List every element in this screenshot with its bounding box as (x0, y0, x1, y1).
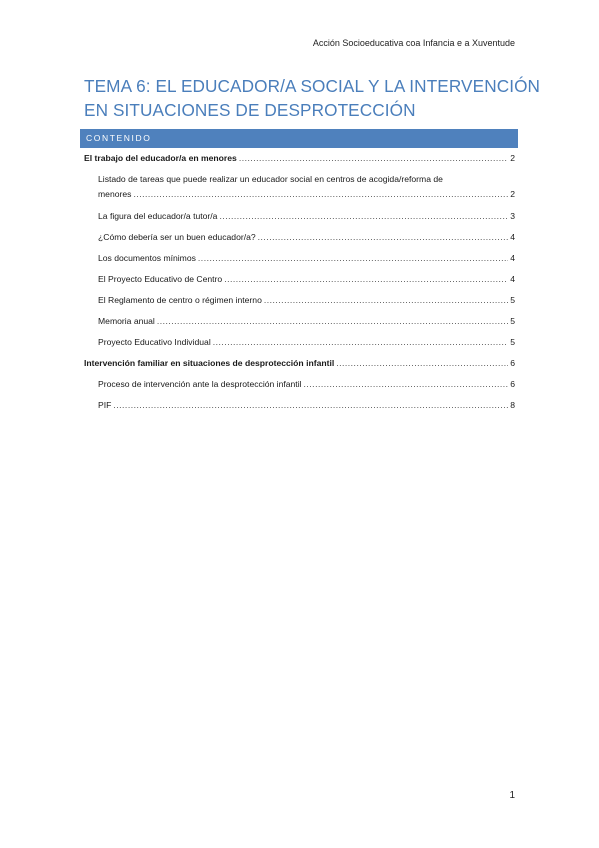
toc-entry-label: El Proyecto Educativo de Centro (98, 274, 223, 284)
toc-leader-dots (336, 357, 508, 369)
toc-entry-pif[interactable] (98, 399, 515, 411)
toc-entry-trabajo-educador[interactable] (84, 152, 515, 164)
toc-entry-page: 5 (510, 295, 515, 305)
chapter-title (84, 74, 541, 122)
toc-leader-dots (113, 399, 508, 411)
toc-leader-dots (264, 294, 508, 306)
toc-entry-buen-educador[interactable] (98, 231, 515, 243)
toc-entry-reglamento-centro[interactable] (98, 294, 515, 306)
toc-leader-dots (258, 231, 509, 243)
toc-entry-label: Proceso de intervención ante la desprotección infantil (98, 379, 302, 389)
toc-leader-dots (304, 378, 509, 390)
toc-entry-label: El trabajo del educador/a en menores (84, 153, 237, 163)
chapter-title-line-2: EN SITUACIONES DE DESPROTECCIÓN (84, 100, 416, 120)
toc-entry-page: 8 (510, 400, 515, 410)
toc-entry-page: 5 (510, 337, 515, 347)
toc-entry-label: PIF (98, 400, 112, 410)
toc-entry-label: La figura del educador/a tutor/a (98, 211, 218, 221)
toc-entry-page: 3 (510, 211, 515, 221)
toc-entry-page: 2 (510, 153, 515, 163)
toc-leader-dots (219, 210, 508, 222)
toc-entry-intervencion-familiar[interactable] (84, 357, 515, 369)
toc-entry-page: 4 (510, 274, 515, 284)
toc-leader-dots (213, 336, 508, 348)
toc-entry-label: El Reglamento de centro o régimen interno (98, 295, 262, 305)
toc-entry-page: 6 (510, 379, 515, 389)
toc-entry-memoria-anual[interactable] (98, 315, 515, 327)
toc-entry-proceso-intervencion[interactable] (98, 378, 515, 390)
toc-entry-label: Proyecto Educativo Individual (98, 337, 211, 347)
toc-entry-label: menores (98, 189, 132, 199)
toc-entry-proyecto-educativo-individual[interactable] (98, 336, 515, 348)
toc-entry-listado-tareas-line1[interactable]: Listado de tareas que puede realizar un educador social en centros de acogida/reforma de (98, 174, 443, 184)
toc-entry-page: 5 (510, 316, 515, 326)
toc-leader-dots (198, 252, 508, 264)
toc-entry-page: 6 (510, 358, 515, 368)
toc-entry-page: 4 (510, 232, 515, 242)
toc-entry-page: 2 (510, 189, 515, 199)
chapter-title-line-1: TEMA 6: EL EDUCADOR/A SOCIAL Y LA INTERVENCIÓN (84, 76, 541, 96)
toc-entry-label: Los documentos mínimos (98, 253, 196, 263)
toc-entry-listado-tareas[interactable] (98, 188, 515, 200)
toc-leader-dots (157, 315, 508, 327)
toc-entry-documentos-minimos[interactable] (98, 252, 515, 264)
contents-heading-bar: CONTENIDO (80, 129, 518, 148)
toc-entry-page: 4 (510, 253, 515, 263)
toc-entry-label: Memoria anual (98, 316, 155, 326)
toc-entry-label: Intervención familiar en situaciones de desprotección infantil (84, 358, 335, 368)
toc-entry-label: ¿Cómo debería ser un buen educador/a? (98, 232, 256, 242)
toc-entry-figura-tutor[interactable] (98, 210, 515, 222)
page-number: 1 (509, 790, 515, 801)
toc-leader-dots (133, 188, 508, 200)
toc-leader-dots (224, 273, 508, 285)
toc-leader-dots (239, 152, 508, 164)
running-header: Acción Socioeducativa coa Infancia e a Xuventude (312, 38, 515, 48)
toc-entry-proyecto-educativo-centro[interactable] (98, 273, 515, 285)
